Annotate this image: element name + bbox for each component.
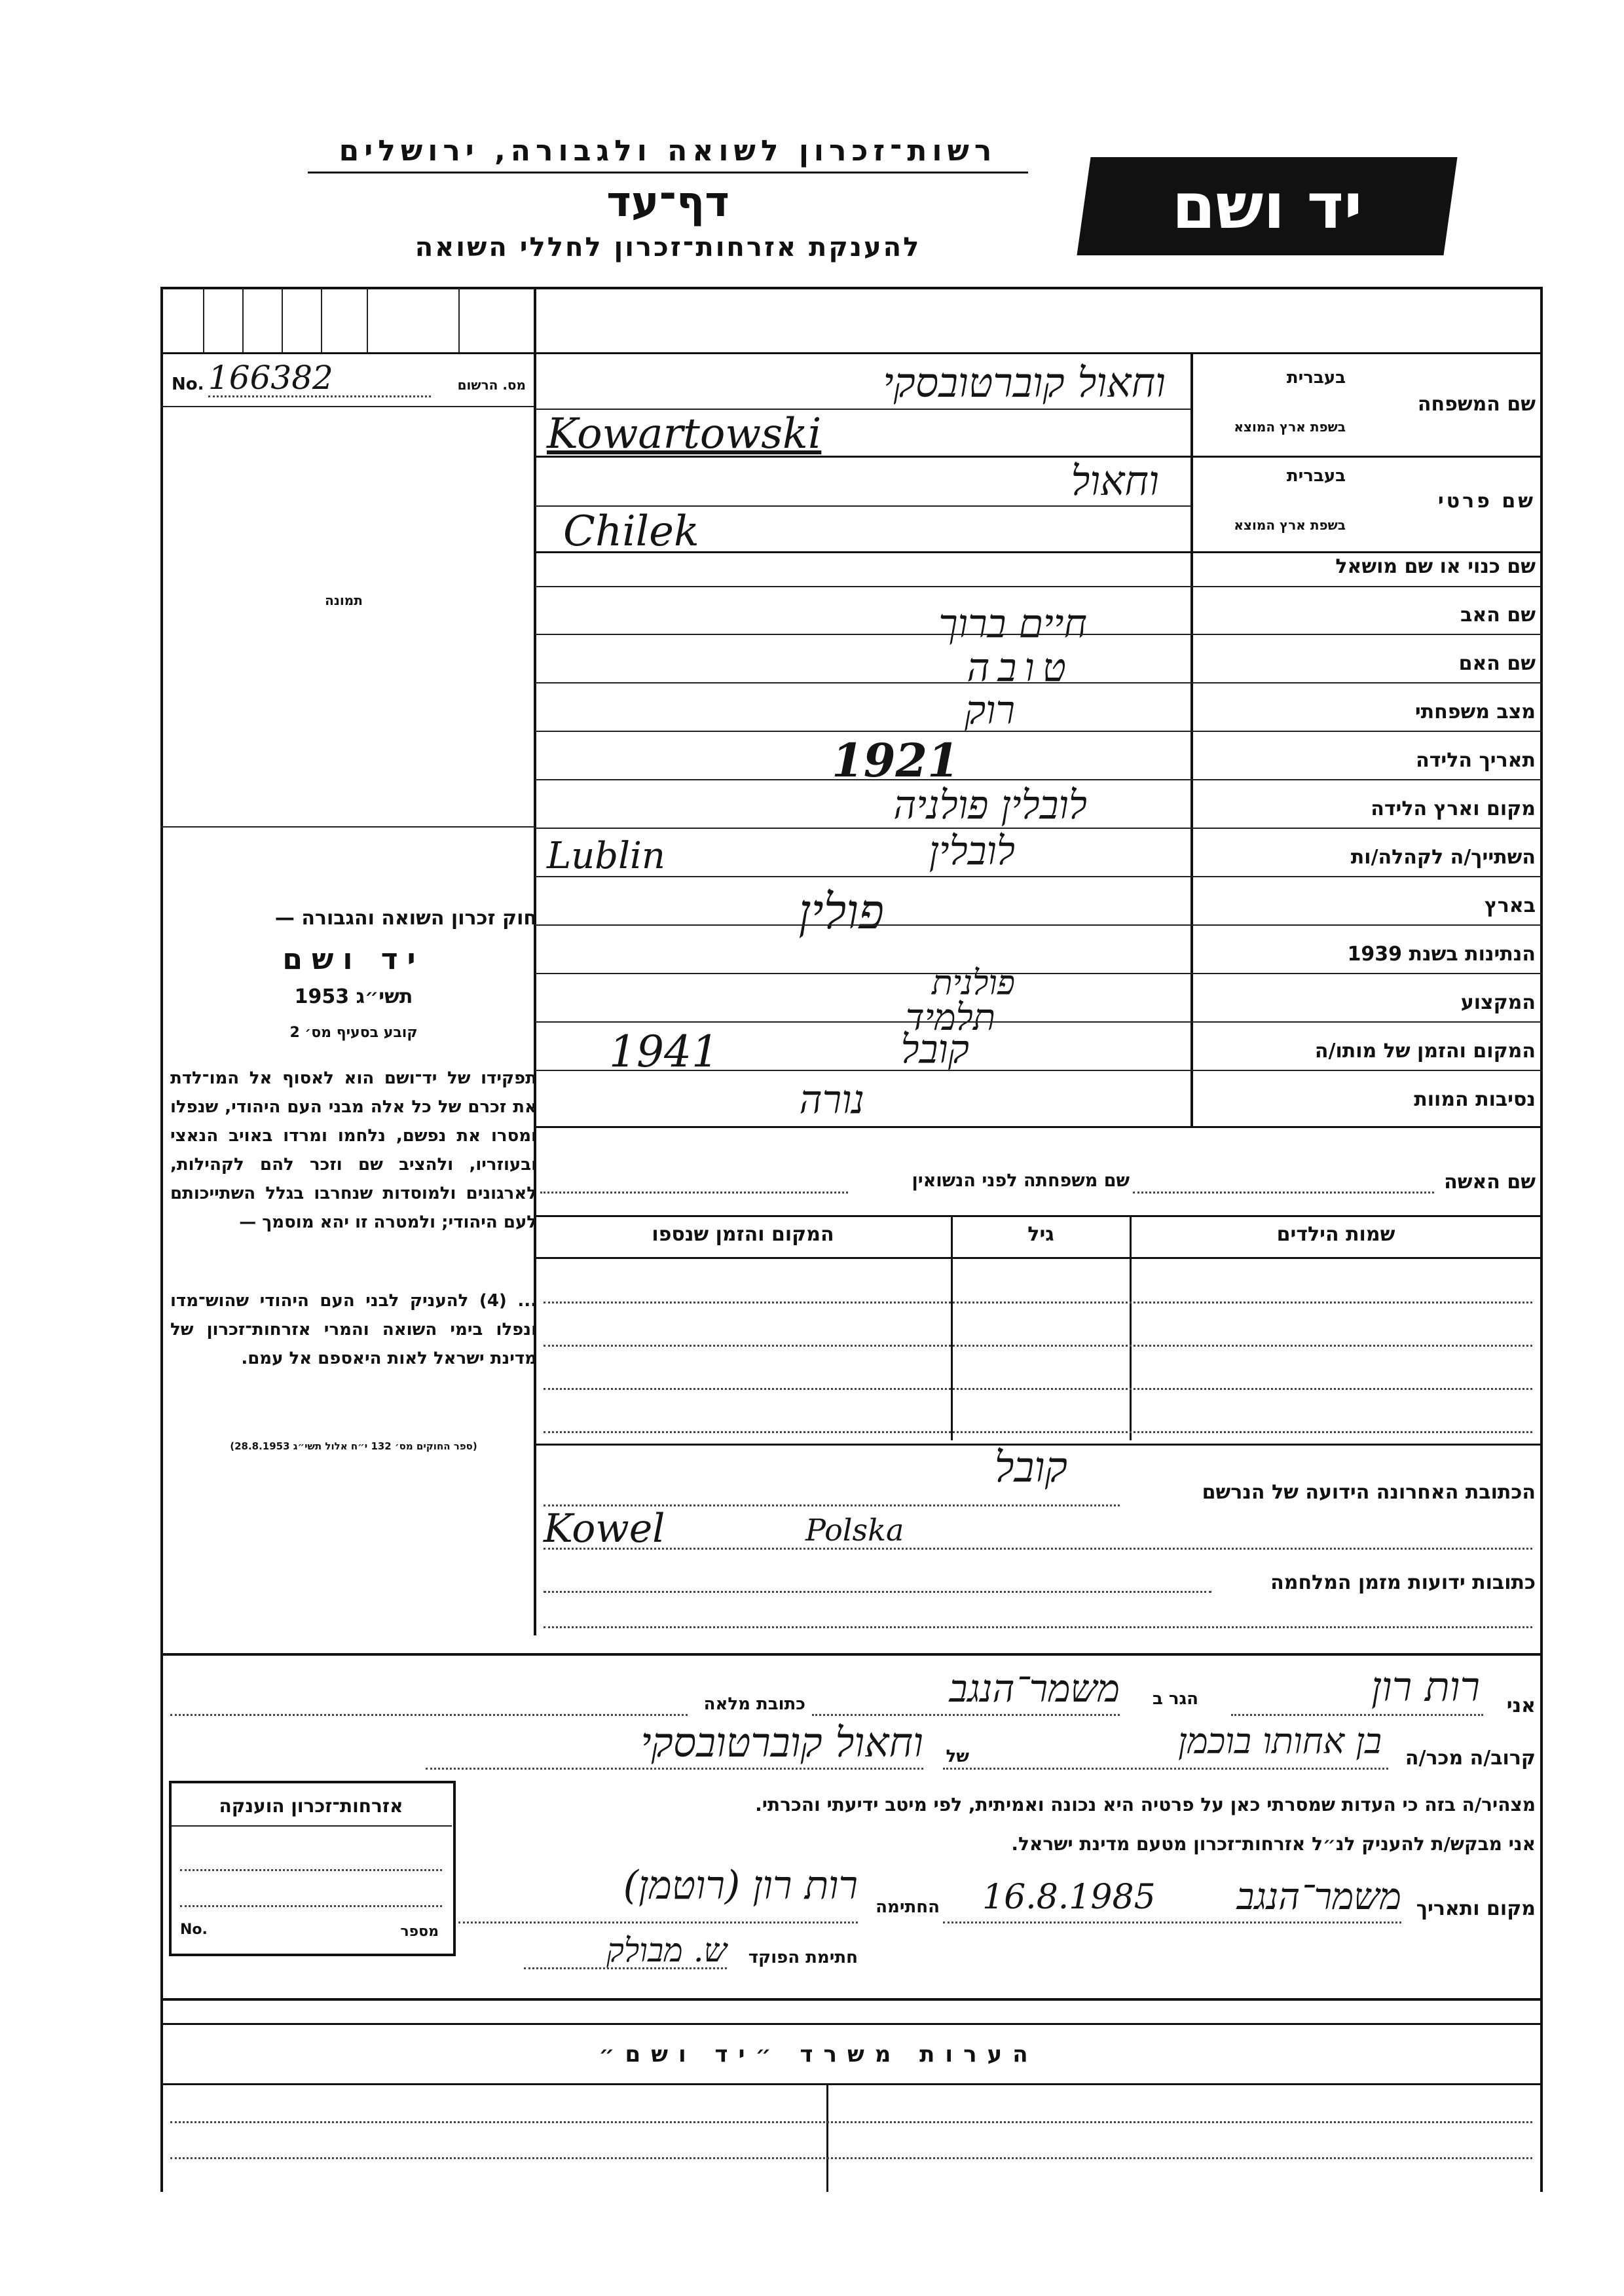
law-source: (ספר החוקים מס׳ 132 י״ח אלול תשי״ג 28.8.1953) xyxy=(230,1440,477,1452)
wife-maiden-label: שם משפחתה לפני הנשואין xyxy=(912,1171,1130,1191)
first-name-label: שם פרטי xyxy=(1437,490,1536,513)
law-item-4: ... (4) להעניק לבני העם היהודי שהוש־מדו ונפלו בימי השואה והמרי אזרחות־זכרון של מדינת ישראל לאות היאספם אל עמם. xyxy=(170,1291,537,1368)
wife-label: שם האשה xyxy=(1444,1171,1536,1194)
official-signature: ש. מבולק xyxy=(606,1931,727,1969)
birthplace-label: מקום וארץ הלידה xyxy=(1371,797,1536,820)
official-signature-label: חתימת הפוקד xyxy=(748,1948,858,1967)
wartime-address-label: כתובות ידועות מזמן המלחמה xyxy=(1270,1571,1536,1594)
last-address-label: הכתובת האחרונה הידועה של הנרשם xyxy=(1202,1481,1536,1504)
resides-label: הגר ב xyxy=(1152,1689,1198,1709)
death-label: המקום והזמן של מותו/ה xyxy=(1314,1040,1536,1063)
yad-vashem-logo: יד ושם xyxy=(1077,157,1457,255)
family-name-latin: Kowartowski xyxy=(547,410,822,458)
profession-label: המקצוע xyxy=(1460,991,1536,1014)
first-hebrew-sublabel: בעברית xyxy=(1286,466,1346,486)
authority-title: רשות־זכרון לשואה ולגבורה, ירושלים xyxy=(339,134,997,168)
last-address-latin-country: Polska xyxy=(805,1512,904,1548)
declarant-i-label: אני xyxy=(1506,1694,1536,1717)
circumstances-label: נסיבות המוות xyxy=(1414,1088,1536,1111)
profession-value: תלמיד xyxy=(905,996,995,1039)
law-body: תפקידו של יד־ושם הוא לאסוף אל המו־לדת את זכרם של כל אלה מבני העם היהודי, שנפלו ומסרו את נפשם, נלחמו ומרדו באויב הנאצי ובעוזריו, ולהציב שם וזכר להם לקהילות, לארגונים ולמוסדות שנחרבו בגלל השתייכותם לעם היהודי; ולמטרה זו יהא מוסמך — xyxy=(170,1068,537,1232)
relative-label: קרוב/ה מכר/ה xyxy=(1405,1747,1536,1770)
signature-label: החתימה xyxy=(876,1897,940,1917)
birthplace-value: לובלין פולניה xyxy=(893,782,1087,828)
registration-no-label: No. xyxy=(172,374,204,394)
marital-status-value: רוק xyxy=(965,687,1015,733)
father-label: שם האב xyxy=(1460,604,1536,627)
last-address-latin-city: Kowel xyxy=(544,1506,665,1552)
office-notes-title: הערות משרד ״יד ושם״ xyxy=(599,2041,1039,2068)
first-name-latin: Chilek xyxy=(563,507,699,556)
mother-label: שם האם xyxy=(1458,652,1536,675)
citizenship-granted-title: אזרחות־זכרון הוענקה xyxy=(219,1795,403,1817)
last-address-hebrew: קובל xyxy=(994,1444,1067,1492)
family-origin-sublabel: בשפת ארץ המוצא xyxy=(1234,419,1346,435)
family-name-hebrew: וחאול קוברטובסקי xyxy=(883,359,1166,407)
relation-value: בן אחותו בוכמן xyxy=(1177,1721,1382,1762)
stamp-no-label: No. xyxy=(180,1922,208,1938)
declaration-text: מצהיר/ה בזה כי העדות שמסרתי כאן על פרטיה היא נכונה ואמיתית, לפי מיטב ידיעתי והכרתי. xyxy=(755,1794,1536,1815)
first-origin-sublabel: בשפת ארץ המוצא xyxy=(1234,517,1346,533)
family-name-label: שם המשפחה xyxy=(1417,393,1536,416)
registration-label: מס. הרשום xyxy=(457,377,526,393)
children-place-header: המקום והזמן שנספו xyxy=(652,1223,834,1246)
community-latin: Lublin xyxy=(547,835,665,877)
registration-number: 166382 xyxy=(208,359,333,397)
marital-status-label: מצב משפחתי xyxy=(1414,701,1536,723)
of-label: של xyxy=(946,1747,969,1766)
citizenship-value: פולנית xyxy=(931,964,1015,1003)
birthdate-label: תאריך הלידה xyxy=(1416,749,1536,772)
sign-place: משמר־הנגב xyxy=(1236,1876,1401,1918)
birthdate-value: 1921 xyxy=(832,733,959,788)
signature-value: רות רון (רוטמן) xyxy=(623,1863,858,1908)
mother-value: טובה xyxy=(967,645,1074,691)
declarant-name: רות רון xyxy=(1371,1663,1480,1711)
family-hebrew-sublabel: בעברית xyxy=(1286,368,1346,388)
country-label: בארץ xyxy=(1484,894,1536,917)
father-value: חיים ברוך xyxy=(938,601,1087,647)
residence-value: משמר־הנגב xyxy=(949,1666,1120,1711)
law-title: חוק זכרון השואה והגבורה — xyxy=(274,907,537,930)
community-hebrew: לובלין xyxy=(929,828,1015,874)
law-year: תשי״ג 1953 xyxy=(294,985,413,1008)
subject-name: וחאול קוברטובסקי xyxy=(640,1719,923,1766)
place-date-label: מקום ותאריך xyxy=(1416,1897,1536,1920)
death-place: קובל xyxy=(900,1027,969,1072)
country-value: פולין xyxy=(798,884,884,940)
circumstances-value: נורה xyxy=(799,1077,864,1123)
photo-label: תמונה xyxy=(325,592,363,608)
children-age-header: גיל xyxy=(1027,1223,1054,1246)
form-subtitle: להענקת אזרחות־זכרון לחללי השואה xyxy=(415,232,921,263)
sign-date: 16.8.1985 xyxy=(982,1878,1156,1917)
request-text: אני מבקש/ת להעניק לנ״ל אזרחות־זכרון מטעם מדינת ישראל. xyxy=(1011,1833,1536,1855)
community-label: השתייך/ה לקהלה/ות xyxy=(1350,846,1536,869)
full-address-label: כתובת מלאה xyxy=(703,1694,805,1714)
citizenship-label: הנתינות בשנת 1939 xyxy=(1347,943,1536,966)
death-year: 1941 xyxy=(609,1027,719,1077)
law-clause: קובע בסעיף מס׳ 2 xyxy=(289,1025,418,1041)
law-name: יד ושם xyxy=(282,943,425,976)
stamp-number-label: מספר xyxy=(400,1923,439,1940)
form-title: דף־עד xyxy=(606,178,729,227)
children-names-header: שמות הילדים xyxy=(1276,1223,1395,1246)
first-name-hebrew: וחאול xyxy=(1071,457,1159,505)
nickname-label: שם כנוי או שם מושאל xyxy=(1335,555,1536,578)
